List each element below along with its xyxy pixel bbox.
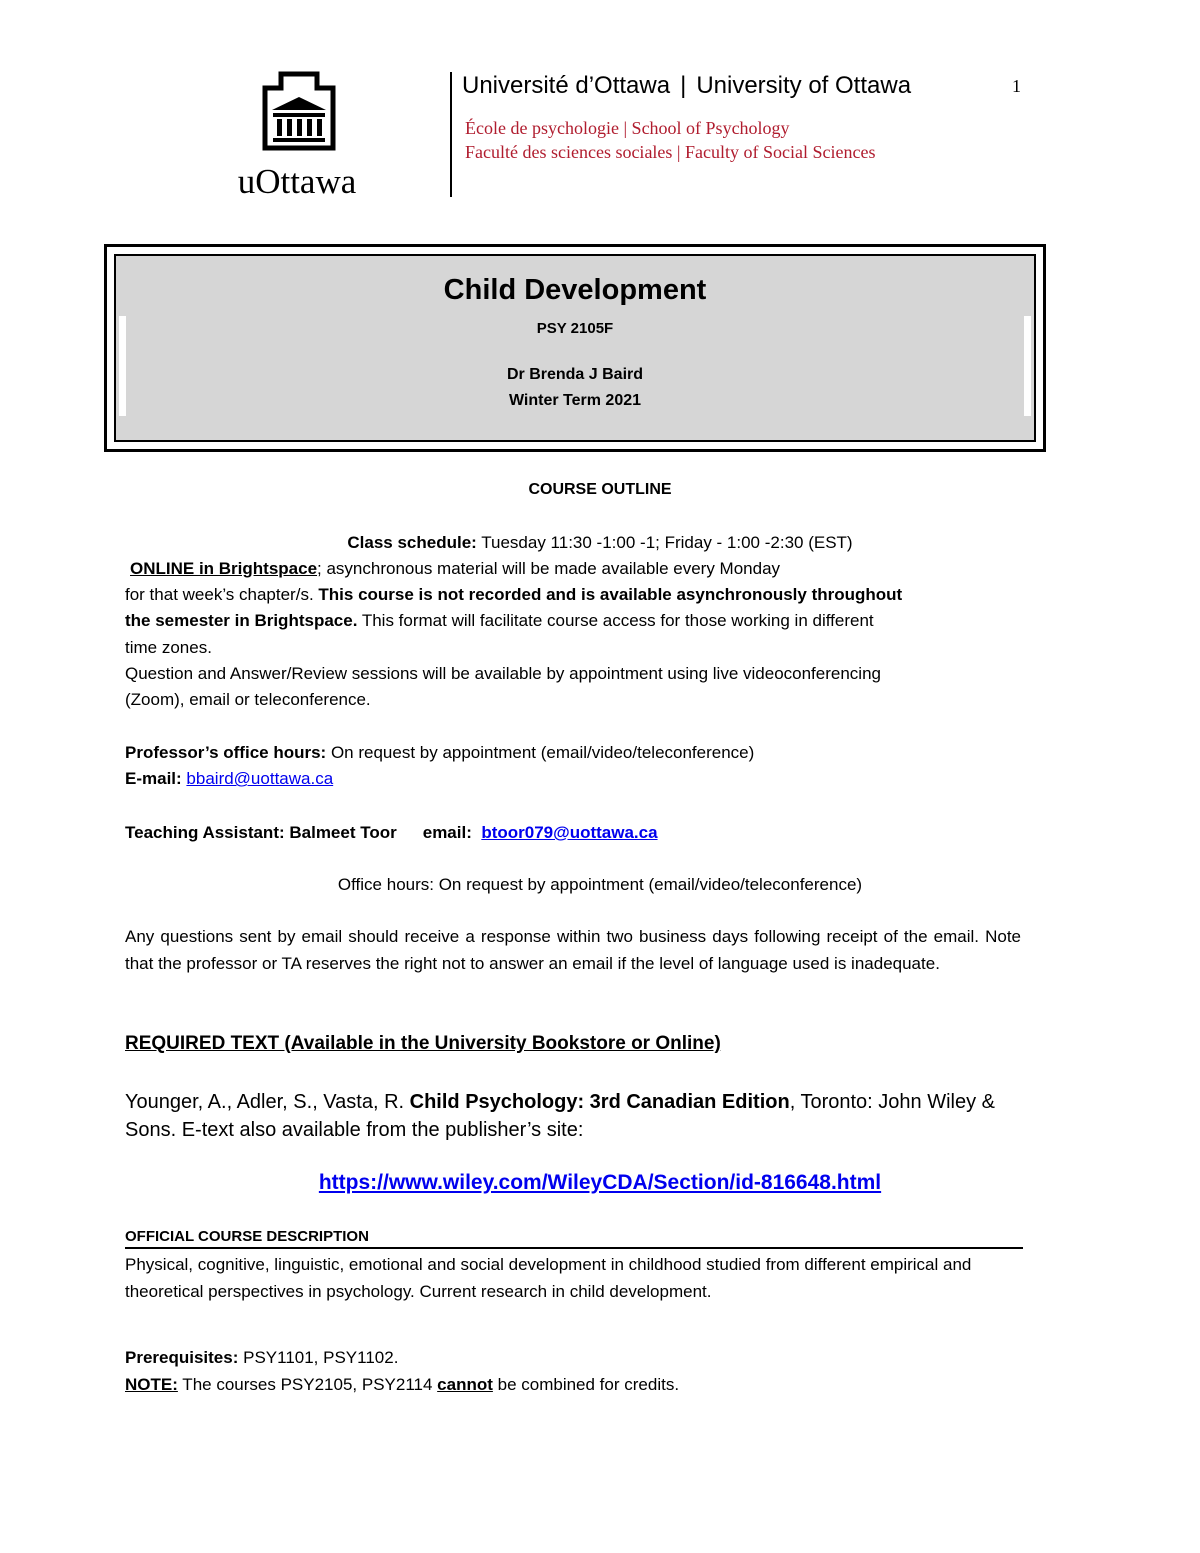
outline-line-4 xyxy=(125,610,874,632)
note-text-pre: The courses PSY2105, PSY2114 xyxy=(177,1375,438,1394)
course-title: Child Development xyxy=(443,274,707,306)
textbook-title: Child Psychology: 3rd Canadian Edition xyxy=(409,1091,790,1113)
required-text-heading: REQUIRED TEXT (Available in the University Bookstore or Online) xyxy=(125,1033,721,1054)
note-text-post: be combined for credits. xyxy=(492,1375,680,1394)
class-schedule-label: Class schedule: xyxy=(347,533,477,552)
ta-office-hours: Office hours: On request by appointment (email/video/teleconference) xyxy=(337,875,863,894)
university-name-en: University of Ottawa xyxy=(696,72,912,99)
course-outline-heading: COURSE OUTLINE xyxy=(528,481,672,498)
office-hours-label: Professor’s office hours: xyxy=(125,743,327,762)
logo-wordmark: uOttawa xyxy=(237,162,357,201)
professor-email-link[interactable]: bbaird@uottawa.ca xyxy=(186,769,334,788)
textbook-authors: Younger, A., Adler, S., Vasta, R. xyxy=(125,1091,410,1113)
professor-office-hours xyxy=(125,742,754,764)
textbook-publisher: , Toronto: John Wiley & Sons. xyxy=(125,1091,995,1141)
ta-email-link[interactable]: btoor079@uottawa.ca xyxy=(481,823,658,842)
office-hours-value: On request by appointment (email/video/teleconference) xyxy=(326,743,755,762)
online-rest: ; asynchronous material will be made available every Monday xyxy=(317,559,781,578)
outline-line-4-normal: This format will facilitate course access for those working in different xyxy=(357,611,874,630)
teaching-assistant xyxy=(125,822,658,844)
ta-email-label: email: xyxy=(422,823,472,842)
ta-label: Teaching Assistant: Balmeet Toor xyxy=(125,823,397,842)
outline-line-5: time zones. xyxy=(125,638,212,657)
class-schedule-value: Tuesday 11:30 -1:00 -1; Friday - 1:00 -2:30 (EST) xyxy=(476,533,853,552)
outline-line-6: Question and Answer/Review sessions will be available by appointment using live videoconferencing xyxy=(125,664,881,683)
course-title-box xyxy=(104,244,1046,452)
note-label: NOTE: xyxy=(125,1375,178,1394)
outline-line-3-normal: for that week’s chapter/s. xyxy=(125,585,319,604)
outline-line-3 xyxy=(125,584,902,606)
course-term: Winter Term 2021 xyxy=(508,392,642,409)
university-name-fr: Université d’Ottawa xyxy=(462,72,671,99)
email-label: E-mail: xyxy=(125,769,182,788)
wiley-url-link[interactable]: https://www.wiley.com/WileyCDA/Section/id-816648.html xyxy=(318,1171,882,1194)
faculty-name: Faculté des sciences sociales | Faculty of Social Sciences xyxy=(465,142,876,162)
description-rule xyxy=(125,1247,1023,1249)
prerequisites-label: Prerequisites: xyxy=(125,1348,239,1367)
university-name xyxy=(462,72,911,100)
credits-note xyxy=(125,1374,679,1396)
online-label: ONLINE in Brightspace xyxy=(130,559,318,578)
course-code: PSY 2105F xyxy=(536,320,614,337)
professor-name: Dr Brenda J Baird xyxy=(506,366,644,383)
outline-line-4-bold: the semester in Brightspace. xyxy=(125,611,358,630)
prerequisites xyxy=(125,1347,398,1369)
textbook-etext-note: E-text also available from the publisher’s site: xyxy=(181,1119,584,1141)
wiley-url-line xyxy=(0,1170,1200,1197)
outline-line-7: (Zoom), email or teleconference. xyxy=(125,690,371,709)
uottawa-logo xyxy=(222,70,372,205)
school-name: École de psychologie | School of Psychology xyxy=(465,118,790,138)
course-title-panel xyxy=(114,254,1036,442)
email-policy: Any questions sent by email should receive a response within two business days following receipt of the email. Note that the professor or TA reserves the right not to answer an email if the level of language used is inadequate. xyxy=(125,927,1021,973)
university-name-separator: | xyxy=(680,72,687,99)
professor-email xyxy=(125,768,333,790)
online-line xyxy=(130,558,780,580)
required-textbook xyxy=(125,1088,1030,1144)
note-emphasis: cannot xyxy=(437,1375,493,1394)
course-description-heading: OFFICIAL COURSE DESCRIPTION xyxy=(125,1228,369,1245)
course-description-text: Physical, cognitive, linguistic, emotional and social development in childhood studied from different empirical and theoretical perspectives in psychology. Current research in child development. xyxy=(125,1255,972,1301)
page-number: 1 xyxy=(1012,76,1021,96)
outline-line-3-bold: This course is not recorded and is available asynchronously throughout xyxy=(318,585,903,604)
prerequisites-value: PSY1101, PSY1102. xyxy=(238,1348,399,1367)
header-divider xyxy=(450,72,452,197)
class-schedule xyxy=(0,532,1200,554)
